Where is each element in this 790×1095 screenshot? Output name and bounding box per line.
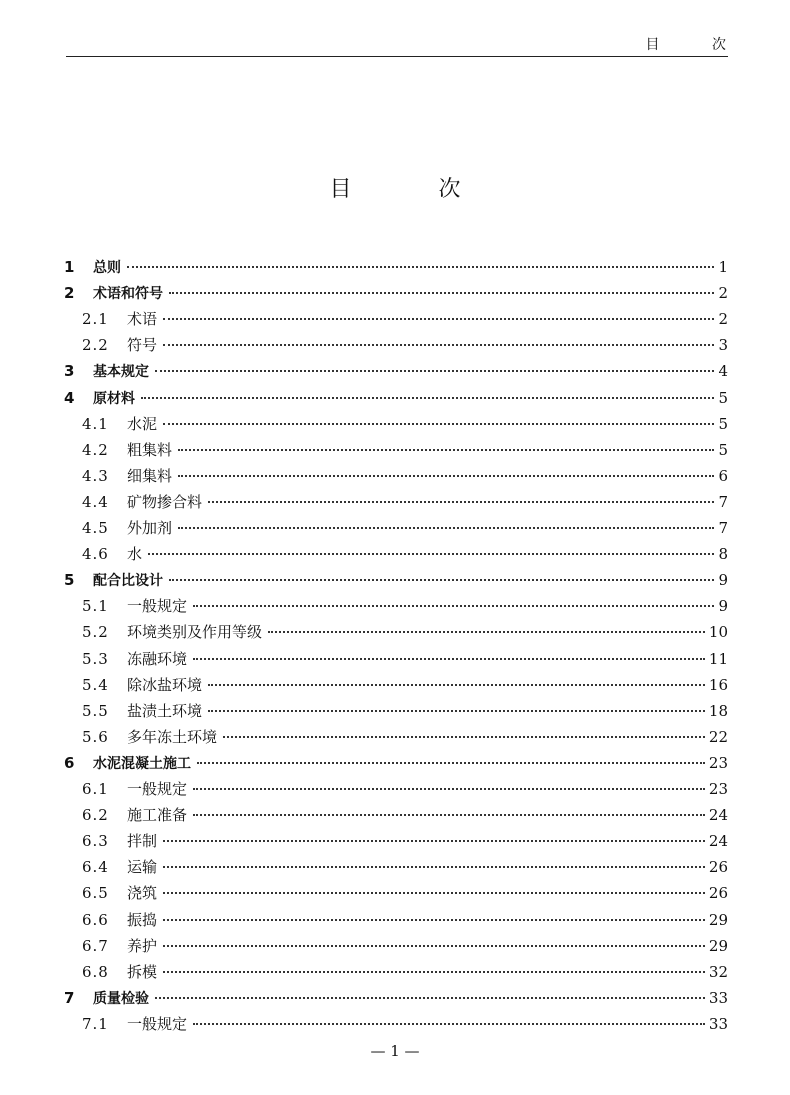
toc-entry[interactable] (82, 646, 728, 672)
toc-entry-number: 6.3 (82, 832, 109, 851)
toc-entry-page: 9 (718, 597, 728, 616)
toc-entry[interactable] (82, 489, 728, 515)
toc-entry-title: 拆模 (127, 962, 158, 981)
running-header (66, 30, 750, 57)
toc-entry-page: 26 (708, 858, 728, 877)
toc-entry-page: 10 (708, 623, 728, 642)
toc-entry-page: 5 (718, 414, 728, 433)
toc-entry-number: 5.4 (82, 675, 109, 694)
toc-entry-page: 23 (708, 780, 728, 798)
toc-entry-page: 3 (718, 336, 728, 355)
toc-entry-number: 3 (64, 362, 75, 381)
toc-entry-page: 29 (708, 910, 728, 929)
toc-entry-title: 符号 (127, 336, 158, 355)
toc-entry[interactable] (82, 880, 728, 906)
toc-entry-number: 4.3 (82, 466, 109, 485)
toc-entry-title: 养护 (127, 936, 158, 955)
toc-dot-leader (163, 891, 705, 894)
toc-entry-title: 一般规定 (127, 1014, 188, 1033)
toc-dot-leader (163, 865, 705, 868)
toc-entry-page: 9 (718, 571, 728, 590)
toc-entry-number: 4 (64, 388, 75, 407)
toc-entry-title: 细集料 (127, 466, 173, 485)
toc-entry-number: 5.6 (82, 727, 109, 746)
toc-dot-leader (163, 422, 714, 425)
page-title: 目 次 (329, 177, 501, 202)
toc-entry-title: 施工准备 (127, 806, 188, 825)
toc-entry-title: 冻融环境 (127, 649, 188, 668)
toc-dot-leader (193, 604, 714, 607)
toc-dot-leader (193, 657, 705, 660)
toc-entry-number: 6.4 (82, 858, 109, 877)
toc-entry-page: 7 (718, 492, 728, 511)
toc-entry-page: 7 (718, 519, 728, 537)
toc-entry-title: 矿物掺合料 (127, 492, 203, 511)
toc-entry-title: 拌制 (127, 832, 158, 851)
toc-entry[interactable] (82, 776, 728, 802)
toc-dot-leader (223, 735, 705, 738)
toc-entry-title: 多年冻土环境 (127, 727, 218, 746)
toc-entry-number: 6.5 (82, 884, 109, 903)
toc-entry[interactable] (82, 933, 728, 959)
toc-entry-title: 基本规定 (93, 364, 149, 381)
toc-dot-leader (163, 944, 705, 947)
toc-entry-title: 振捣 (127, 910, 158, 929)
toc-entry-page: 5 (718, 440, 728, 459)
toc-entry-number: 4.4 (82, 492, 109, 511)
toc-entry-title: 术语和符号 (93, 286, 163, 303)
toc-entry-title: 浇筑 (127, 884, 158, 903)
toc-entry-number: 5.2 (82, 623, 109, 642)
toc-entry[interactable] (82, 515, 728, 541)
toc-entry-page: 32 (708, 962, 728, 981)
toc-entry-title: 外加剂 (127, 519, 173, 537)
toc-entry-page: 23 (708, 753, 728, 772)
toc-entry-title: 水泥混凝土施工 (93, 755, 191, 772)
toc-entry[interactable] (82, 959, 728, 985)
toc-entry-number: 2.2 (82, 336, 109, 355)
toc-entry-title: 质量检验 (93, 990, 149, 1007)
toc-entry-page: 22 (708, 727, 728, 746)
toc-dot-leader (163, 317, 714, 320)
toc-entry-page: 8 (718, 545, 728, 564)
toc-entry-number: 7 (64, 988, 75, 1007)
toc-entry[interactable] (82, 619, 728, 645)
toc-entry-number: 5.1 (82, 597, 109, 616)
toc-entry-page: 11 (708, 649, 728, 668)
toc-dot-leader (169, 578, 714, 581)
toc-dot-leader (268, 630, 705, 633)
toc-dot-leader (163, 918, 705, 921)
toc-entry-page: 24 (708, 832, 728, 851)
toc-entry[interactable] (82, 698, 728, 724)
toc-entry[interactable] (64, 385, 728, 411)
toc-entry[interactable] (82, 593, 728, 619)
toc-entry-page: 2 (718, 310, 728, 329)
toc-entry-title: 粗集料 (127, 440, 173, 459)
toc-entry[interactable] (82, 411, 728, 437)
toc-entry-page: 4 (718, 362, 728, 381)
toc-entry-number: 6.8 (82, 962, 109, 981)
toc-entry-page: 29 (708, 936, 728, 955)
toc-dot-leader (193, 1022, 705, 1025)
toc-entry-title: 盐渍土环境 (127, 701, 203, 720)
toc-entry[interactable] (82, 802, 728, 828)
page-number: — 1 — (370, 1042, 420, 1060)
toc-entry-number: 6.1 (82, 780, 109, 798)
toc-dot-leader (178, 526, 714, 529)
toc-entry-title: 水泥 (127, 414, 158, 433)
toc-entry-title: 配合比设计 (93, 573, 163, 590)
toc-entry-page: 5 (718, 388, 728, 407)
toc-entry-title: 一般规定 (127, 597, 188, 616)
toc-entry[interactable] (82, 306, 728, 332)
toc-entry-title: 原材料 (93, 390, 135, 407)
toc-entry-number: 4.5 (82, 519, 109, 537)
toc-entry-page: 33 (708, 1014, 728, 1033)
toc-dot-leader (178, 474, 714, 477)
toc-entry-title: 总则 (93, 260, 121, 276)
toc-entry-page: 16 (708, 675, 728, 694)
toc-entry-number: 2 (64, 284, 75, 303)
toc-entry[interactable] (64, 985, 728, 1011)
toc-entry-page: 18 (708, 701, 728, 720)
toc-dot-leader (163, 839, 705, 842)
toc-dot-leader (127, 265, 714, 268)
toc-entry-number: 6 (64, 753, 75, 772)
toc-entry-page: 6 (718, 466, 728, 485)
toc-entry[interactable] (82, 541, 728, 567)
toc-dot-leader (208, 683, 705, 686)
toc-dot-leader (193, 787, 705, 790)
toc-entry-number: 2.1 (82, 310, 109, 329)
toc-entry[interactable] (82, 437, 728, 463)
toc-dot-leader (148, 552, 714, 555)
toc-entry-title: 除冰盐环境 (127, 675, 203, 694)
toc-entry-page: 1 (718, 258, 728, 276)
toc-entry[interactable] (64, 750, 728, 776)
toc-entry-number: 7.1 (82, 1014, 109, 1033)
toc-entry[interactable] (82, 672, 728, 698)
toc-dot-leader (208, 709, 705, 712)
toc-entry-number: 4.2 (82, 440, 109, 459)
toc-entry[interactable] (64, 358, 728, 384)
toc-entry-page: 2 (718, 284, 728, 303)
toc-dot-leader (163, 970, 705, 973)
toc-dot-leader (178, 448, 714, 451)
toc-entry[interactable] (64, 567, 728, 593)
toc-entry-page: 24 (708, 806, 728, 825)
toc-entry-number: 6.2 (82, 806, 109, 825)
toc-entry-page: 26 (708, 884, 728, 903)
toc-entry-title: 术语 (127, 310, 158, 329)
toc-entry[interactable] (82, 724, 728, 750)
toc-dot-leader (169, 291, 714, 294)
toc-entry-number: 4.1 (82, 414, 109, 433)
toc-entry[interactable] (82, 907, 728, 933)
toc-entry-page: 33 (708, 988, 728, 1007)
toc-dot-leader (155, 369, 714, 372)
toc-entry-title: 一般规定 (127, 780, 188, 798)
toc-entry[interactable] (82, 828, 728, 854)
toc-dot-leader (163, 343, 714, 346)
toc-dot-leader (208, 500, 714, 503)
toc-entry-number: 6.6 (82, 910, 109, 929)
toc-entry-number: 4.6 (82, 545, 109, 564)
toc-entry[interactable] (82, 332, 728, 358)
toc-entry[interactable] (82, 1011, 728, 1037)
toc-dot-leader (155, 996, 705, 999)
toc-entry[interactable] (64, 280, 728, 306)
toc-entry-number: 1 (64, 258, 75, 276)
toc-entry-title: 水 (127, 545, 143, 564)
toc-entry[interactable] (82, 854, 728, 880)
toc-dot-leader (197, 761, 705, 764)
toc-entry-title: 环境类别及作用等级 (127, 623, 263, 642)
toc-entry[interactable] (82, 463, 728, 489)
toc-dot-leader (193, 813, 705, 816)
toc-entry[interactable] (64, 254, 728, 280)
toc-dot-leader (141, 396, 714, 399)
running-header-title: 目 次 (645, 37, 750, 53)
toc-entry-number: 5 (64, 571, 75, 590)
toc-entry-number: 5.5 (82, 701, 109, 720)
toc-entry-number: 6.7 (82, 936, 109, 955)
toc-entry-number: 5.3 (82, 649, 109, 668)
toc-entry-title: 运输 (127, 858, 158, 877)
